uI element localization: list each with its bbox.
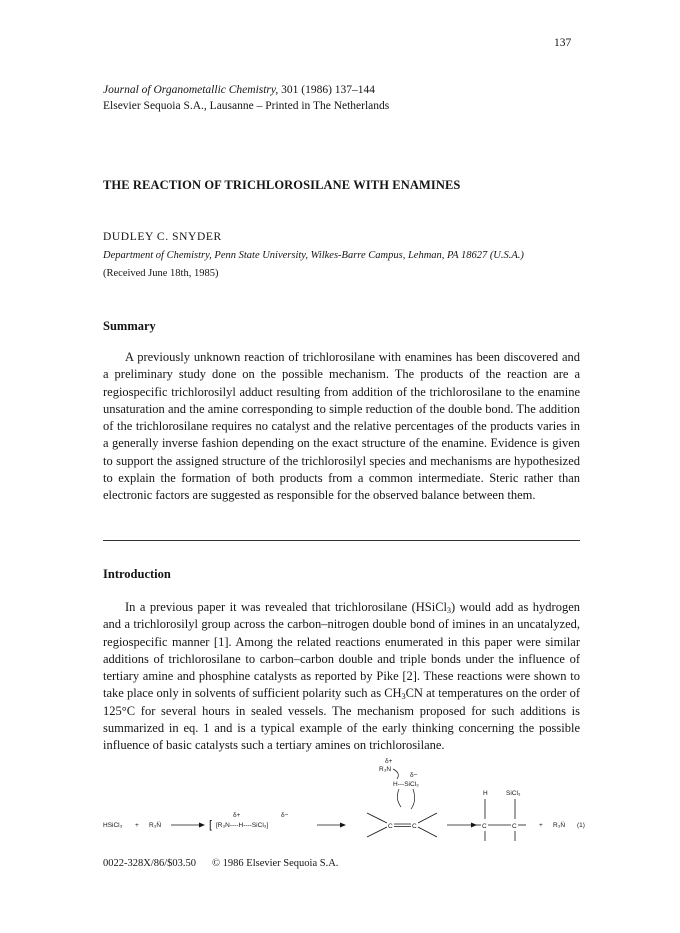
ts-delta-minus: δ−: [410, 772, 418, 779]
copyright-notice: © 1986 Elsevier Sequoia S.A.: [212, 858, 339, 869]
equation-number: (1): [577, 822, 585, 829]
ts-silane: H---SiCl₃: [393, 781, 419, 788]
product-silyl: SiCl₃: [506, 790, 521, 797]
product-carbon-1: C: [482, 823, 487, 830]
alkene-carbon-2: C: [412, 823, 417, 830]
author-name: DUDLEY C. SNYDER: [103, 231, 222, 243]
arrowhead-2: [340, 823, 346, 828]
page-number: 137: [554, 37, 572, 49]
plus-sign-2: +: [539, 822, 543, 829]
section-divider: [103, 540, 580, 541]
arrowhead-1: [199, 823, 205, 828]
ts-arrow-si: [411, 789, 415, 809]
journal-reference: 301 (1986) 137–144: [278, 84, 376, 96]
journal-header: [103, 82, 389, 114]
ts-curved-arrow: [393, 769, 398, 779]
summary-paragraph: [103, 349, 580, 505]
page-footer: [103, 858, 338, 869]
reactant-amine: R₃N̈: [149, 822, 162, 829]
received-date: (Received June 18th, 1985): [103, 268, 219, 279]
alkene-bond-ul: [367, 813, 387, 823]
plus-sign: +: [135, 822, 139, 829]
journal-citation: [103, 82, 389, 98]
product-amine: R₃N̈: [553, 822, 566, 829]
reactant-trichlorosilane: HSiCl₃: [103, 822, 123, 829]
article-code: 0022-328X/86/$03.50: [103, 858, 197, 869]
bracket-left: [: [209, 819, 213, 831]
introduction-heading: Introduction: [103, 567, 171, 581]
ts-arrow-h: [397, 789, 401, 807]
ts-amine: R₃N: [379, 766, 392, 773]
alkene-bond-ur: [418, 813, 437, 823]
journal-name: Journal of Organometallic Chemistry,: [103, 84, 279, 96]
publisher-line: Elsevier Sequoia S.A., Lausanne – Printed in The Netherlands: [103, 100, 390, 112]
introduction-text: In a previous paper it was revealed that trichlorosilane (HSiCl$_3$) would add as hydrogen and a trichlorosilyl group across the carbon–nitrogen double bond of imines in an uncatalyzed, regiospecific manner [1]. Among the related reactions enumerated in this paper were similar additions of trichlorosilane to carbon–carbon double and triple bonds under the influence of tertiary amine and phosphine catalysts as reported by Pike [2]. These reactions were shown to take place only in solvents of sufficient polarity such as $CH_3CN$ at temperatures on the order of 125°C for several hours in sealed vessels. The mechanism proposed for such additions is summarized in eq. 1 and is a typical example of the early thinking concerning the possible influence of basic catalysts such a tertiary amines on trichlorosilane.: [103, 600, 580, 753]
author-affiliation: Department of Chemistry, Penn State University, Wilkes-Barre Campus, Lehman, PA 18627 (U.S.A.): [103, 250, 524, 261]
article-title: THE REACTION OF TRICHLOROSILANE WITH ENAMINES: [103, 178, 461, 192]
delta-minus-label: δ−: [281, 812, 289, 819]
summary-heading: Summary: [103, 319, 156, 333]
product-carbon-2: C: [512, 823, 517, 830]
activated-complex: [R₃N----H----SiCl₃]: [216, 822, 269, 829]
ts-delta-plus: δ+: [385, 758, 393, 765]
delta-plus-label: δ+: [233, 812, 241, 819]
summary-text: A previously unknown reaction of trichlorosilane with enamines has been discovered and a preliminary study done on the possible mechanism. The products of the reaction are a regiospecific trichlorosilyl adduct resulting from addition of the trichlorosilane to the enamine unsaturation and the amine corresponding to simple reduction of the double bond. The addition of the trichlorosilane requires no catalyst and the relative percentages of the products varies in a generally inverse fashion depending on the exact structure of the enamine. Evidence is given to support the assigned structure of the trichlorosilyl species and mechanisms are hypothesized to explain the formation of both products from a common intermediate. Steric rather than electronic factors are suggested as responsible for the observed balance between them.: [103, 350, 580, 503]
alkene-bond-lr: [418, 827, 437, 837]
reaction-scheme-eq1: [95, 755, 595, 850]
introduction-paragraph: [103, 599, 580, 755]
alkene-carbon-1: C: [388, 823, 393, 830]
product-hydrogen: H: [483, 790, 488, 797]
alkene-bond-ll: [367, 827, 387, 837]
